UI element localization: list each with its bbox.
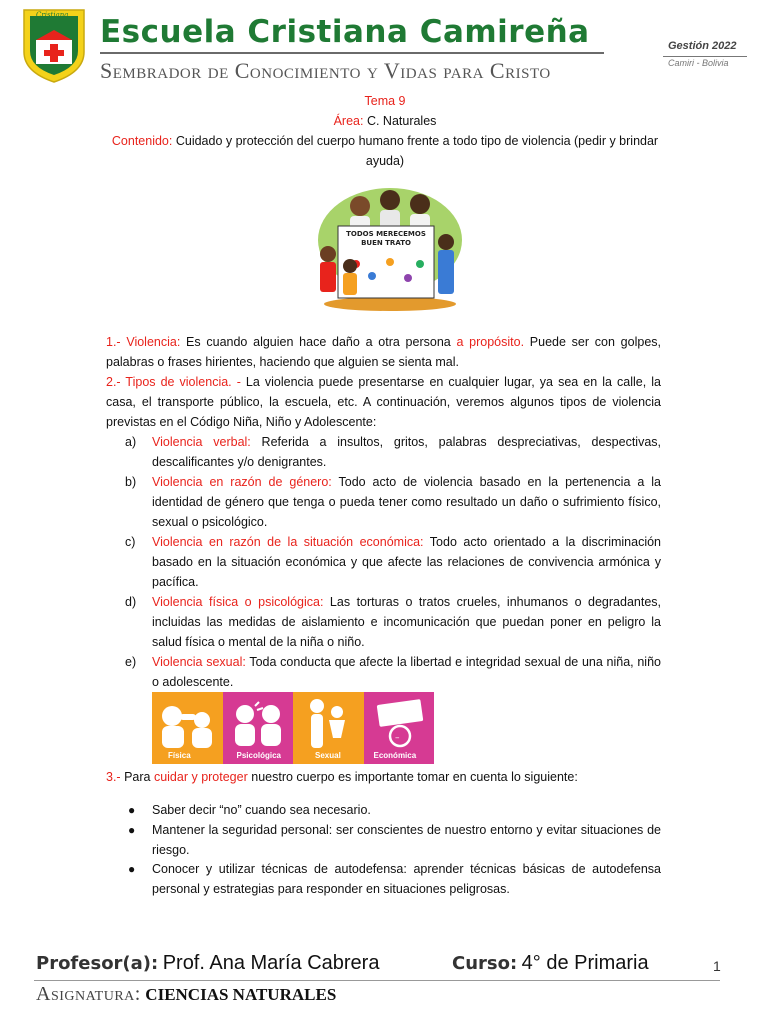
violence-desc: Todo acto orientado a la discriminación basado en la situación económica y que afecte las relaciones de convivencia armónica y pacífica. xyxy=(152,535,661,589)
area-label: Área: xyxy=(333,114,364,128)
children-poster-illustration xyxy=(316,184,464,312)
section-tipos-violencia xyxy=(106,372,661,432)
area-value: C. Naturales xyxy=(366,114,437,128)
curso-label: Curso: xyxy=(452,953,518,974)
area-line xyxy=(100,111,670,131)
curso-line xyxy=(452,952,649,975)
section-violencia xyxy=(106,332,661,372)
curso-value: 4° de Primaria xyxy=(521,952,649,974)
school-name: Escuela Cristiana Camireña xyxy=(100,14,590,50)
violence-term: Violencia en razón de género: xyxy=(152,475,332,489)
profesor-label: Profesor(a): xyxy=(36,953,159,974)
list-item xyxy=(125,532,661,592)
poster-sign-text: TODOS MERECEMOS BUEN TRATO xyxy=(346,230,426,247)
banner-panel-sexual xyxy=(293,692,364,764)
asignatura-value: CIENCIAS NATURALES xyxy=(145,985,337,1004)
bullet-text: Mantener la seguridad personal: ser conscientes de nuestro entorno y evitar situaciones de riesgo. xyxy=(152,823,661,857)
bullet-icon: ● xyxy=(128,823,136,837)
list-marker: e) xyxy=(125,655,137,669)
section2-label: 2.- Tipos de violencia. - xyxy=(106,375,241,389)
section3-text-b: nuestro cuerpo es importante tomar en cuenta lo siguiente: xyxy=(247,770,578,784)
section3-highlight: cuidar y proteger xyxy=(153,770,248,784)
violence-term: Violencia en razón de la situación económica: xyxy=(152,535,424,549)
section3-text-a: Para xyxy=(120,770,154,784)
list-item xyxy=(125,472,661,532)
banner-label: Sexual xyxy=(315,751,341,760)
violence-term: Violencia verbal: xyxy=(152,435,251,449)
section1-label: 1.- Violencia: xyxy=(106,335,181,349)
school-logo xyxy=(22,8,86,84)
list-item xyxy=(125,432,661,472)
section1-highlight: a propósito. xyxy=(456,335,525,349)
list-marker: d) xyxy=(125,595,137,609)
banner-panel-economica xyxy=(364,692,435,764)
school-location: Camiri - Bolivia xyxy=(668,58,729,68)
section-cuidar-proteger xyxy=(106,767,661,787)
profesor-line xyxy=(36,952,379,975)
banner-label: Física xyxy=(168,751,191,760)
bullet-item xyxy=(128,800,661,820)
violence-types-banner xyxy=(152,692,434,764)
profesor-value: Prof. Ana María Cabrera xyxy=(162,952,380,974)
school-motto: Sembrador de Conocimiento y Vidas para Cristo xyxy=(100,58,551,83)
bullet-item xyxy=(128,859,661,899)
violence-desc: Toda conducta que afecte la libertad e integridad sexual de una niña, niño o adolescente. xyxy=(152,655,661,689)
violence-desc: Todo acto de violencia basado en la pertenencia a la identidad de género que tenga o pueda tener como resultado un daño o sufrimiento físico, sexual o psicológico. xyxy=(152,475,661,529)
list-item xyxy=(125,652,661,692)
asignatura-label: Asignatura: xyxy=(36,983,141,1005)
logo-text: Cristiana xyxy=(36,11,69,19)
contenido-line xyxy=(100,131,670,171)
bullet-icon: ● xyxy=(128,862,136,876)
bullet-item xyxy=(128,820,661,860)
banner-panel-psicologica xyxy=(223,692,294,764)
violence-desc: Referida a insultos, gritos, palabras despreciativas, despectivas, descalificantes y/o denigrantes. xyxy=(152,435,661,469)
contenido-value: Cuidado y protección del cuerpo humano frente a todo tipo de violencia (pedir y brindar ayuda) xyxy=(175,134,659,168)
place-divider xyxy=(663,56,747,57)
list-marker: c) xyxy=(125,535,136,549)
list-item xyxy=(125,592,661,652)
section3-label: 3.- xyxy=(106,770,121,784)
gestion-year: Gestión 2022 xyxy=(668,40,737,52)
bullet-icon: ● xyxy=(128,803,136,817)
list-marker: a) xyxy=(125,435,137,449)
header-divider xyxy=(100,52,604,54)
section2-text: La violencia puede presentarse en cualquier lugar, ya sea en la calle, la casa, el transporte público, la escuela, etc. A continuación, veremos algunos tipos de violencia previstas en el Código Niña, Niño y Adolescente: xyxy=(106,375,661,429)
violence-term: Violencia sexual: xyxy=(152,655,246,669)
page-number: 1 xyxy=(713,958,721,974)
list-marker: b) xyxy=(125,475,137,489)
bullet-text: Saber decir “no” cuando sea necesario. xyxy=(152,803,371,817)
bullet-text: Conocer y utilizar técnicas de autodefensa: aprender técnicas básicas de autodefensa personal y estrategias para responder en situaciones peligrosas. xyxy=(152,862,661,896)
banner-panel-fisica xyxy=(152,692,223,764)
contenido-label: Contenido: xyxy=(111,134,173,148)
banner-label: Psicológica xyxy=(236,751,281,760)
violence-term: Violencia física o psicológica: xyxy=(152,595,324,609)
section1-text-b: Puede ser con golpes, palabras o frases hirientes, haciendo que alguien se sienta mal. xyxy=(106,335,661,369)
svg-text:–: – xyxy=(394,733,399,743)
section1-text-a: Es cuando alguien hace daño a otra persona xyxy=(180,335,457,349)
footer-divider xyxy=(34,980,720,981)
banner-label: Económica xyxy=(373,751,417,760)
tema-title: Tema 9 xyxy=(364,94,406,108)
violence-desc: Las torturas o tratos crueles, inhumanos o degradantes, incluidas las medidas de aislamiento e incomunicación que puedan poner en peligro la salud física o mental de la niña o niño. xyxy=(152,595,661,649)
asignatura-line xyxy=(36,983,336,1006)
